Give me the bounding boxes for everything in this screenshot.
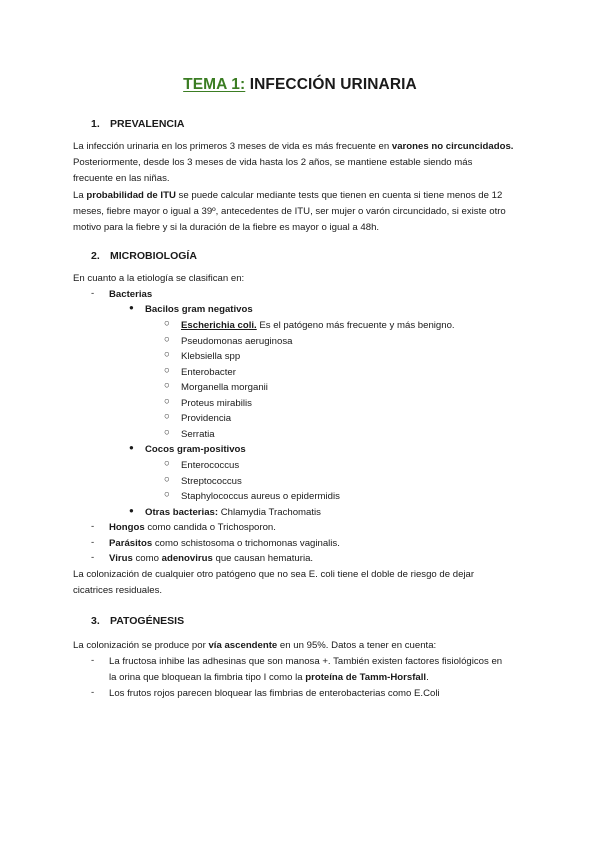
circle-marker: ○ [164,458,170,469]
section-heading-microbiologia [91,250,197,262]
circle-marker: ○ [164,349,170,360]
text-line: La colonización de cualquier otro patógeno que no sea E. coli tiene el doble de riesgo de dejar [73,569,475,580]
text-run: en un 95%. Datos a tener en cuenta: [277,640,437,651]
list-item-cocos [145,442,246,457]
text-run: como [132,553,162,564]
title-prefix: TEMA 1: [183,76,246,93]
list-item-ecoli [181,318,455,333]
bullet-marker: ● [129,303,134,312]
text-line: motivo para la fiebre y si la duración de la fiebre es mayor o igual a 48h. [73,221,380,233]
text-line [109,670,502,686]
circle-marker: ○ [164,318,170,329]
section-heading-prevalencia [91,118,184,130]
list-item: Serratia [181,429,215,440]
list-item: Enterobacter [181,367,236,378]
text-run: La [73,189,87,201]
dash-marker: - [91,537,95,548]
section-title: MICROBIOLOGÍA [110,250,197,262]
bold-run: adenovirus [161,553,213,564]
list-item-parasitos [109,536,340,551]
section-number: 3. [91,615,100,627]
text-line: cicatrices residuales. [73,585,163,597]
text-run: La infección urinaria en los primeros 3 meses de vida es más frecuente en [73,141,392,152]
bold-underline-run: Escherichia coli. [181,320,257,331]
dash-marker: - [91,687,95,698]
circle-marker: ○ [164,365,170,376]
bold-run: Parásitos [109,538,153,549]
dash-marker: - [91,288,95,299]
list-item: Klebsiella spp [181,351,241,362]
text-run: como candida o Trichosporon. [144,522,276,533]
text-run: Chlamydia Trachomatis [218,507,321,518]
bold-run: probabilidad de ITU [86,189,176,201]
text-run: la orina que bloquean la fimbria tipo I como la [109,672,306,684]
text-run: . [426,672,429,684]
bold-run: Bacterias [109,289,153,300]
section-title: PREVALENCIA [110,118,185,130]
text-run: Es el patógeno más frecuente y más benigno. [256,320,455,331]
section-heading-patogenesis [91,615,184,627]
dash-marker: - [91,552,95,563]
section-title: PATOGÉNESIS [110,615,185,627]
text-line: frecuente en las niñas. [73,173,170,185]
list-item: Enterococcus [181,460,240,471]
bold-run: varones no circuncidados. [391,141,514,152]
circle-marker: ○ [164,334,170,345]
list-item-otras-bacterias [145,505,321,520]
text-run: La colonización se produce por [73,640,209,651]
pato-intro [73,638,436,653]
bold-run: Bacilos gram negativos [145,304,253,315]
list-item-virus [109,551,313,566]
list-item-bacterias [109,287,152,302]
section-number: 1. [91,118,100,130]
micro-closing-paragraph [73,567,474,599]
bold-run: Otras bacterias: [145,507,219,518]
list-item: Staphylococcus aureus o epidermidis [181,491,340,502]
list-item-fructosa [109,654,502,686]
list-item: Pseudomonas aeruginosa [181,336,293,347]
text-line: La fructosa inhibe las adhesinas que son manosa +. También existen factores fisiológicos en [109,656,503,667]
text-line: meses, fiebre mayor o igual a 39º, antecedentes de ITU, ser mujer o varón circuncidado, si existe otro [73,205,506,217]
bold-run: Virus [109,553,133,564]
bold-run: proteína de Tamm-Horsfall [305,672,427,684]
page-title [0,76,600,94]
text-run: como schistosoma o trichomonas vaginalis. [152,538,340,549]
text-line [73,139,513,155]
circle-marker: ○ [164,474,170,485]
list-item: Proteus mirabilis [181,398,252,409]
dash-marker: - [91,655,95,666]
list-item-hongos [109,520,276,535]
text-run: se puede calcular mediante tests que tienen en cuenta si tiene menos de 12 [175,189,503,201]
text-line: Posteriormente, desde los 3 meses de vida hasta los 2 años, se mantiene estable siendo más [73,157,473,169]
list-item-frutos-rojos: Los frutos rojos parecen bloquear las fimbrias de enterobacterias como E.Coli [109,688,440,699]
dash-marker: - [91,521,95,532]
circle-marker: ○ [164,380,170,391]
micro-intro: En cuanto a la etiología se clasifican en: [73,273,245,284]
text-run: que causan hematuria. [212,553,314,564]
title-text: INFECCIÓN URINARIA [245,76,417,93]
text-line [73,188,513,204]
section-number: 2. [91,250,100,262]
list-item: Providencia [181,413,232,424]
list-item: Streptococcus [181,476,242,487]
list-item-bacilos [145,302,253,317]
circle-marker: ○ [164,396,170,407]
list-item: Morganella morganii [181,382,268,393]
bold-run: Hongos [109,522,145,533]
bullet-marker: ● [129,443,134,452]
circle-marker: ○ [164,411,170,422]
prevalencia-paragraph [73,139,513,236]
circle-marker: ○ [164,427,170,438]
bullet-marker: ● [129,506,134,515]
bold-run: Cocos gram-positivos [145,444,246,455]
circle-marker: ○ [164,489,170,500]
bold-run: vía ascendente [208,640,278,651]
